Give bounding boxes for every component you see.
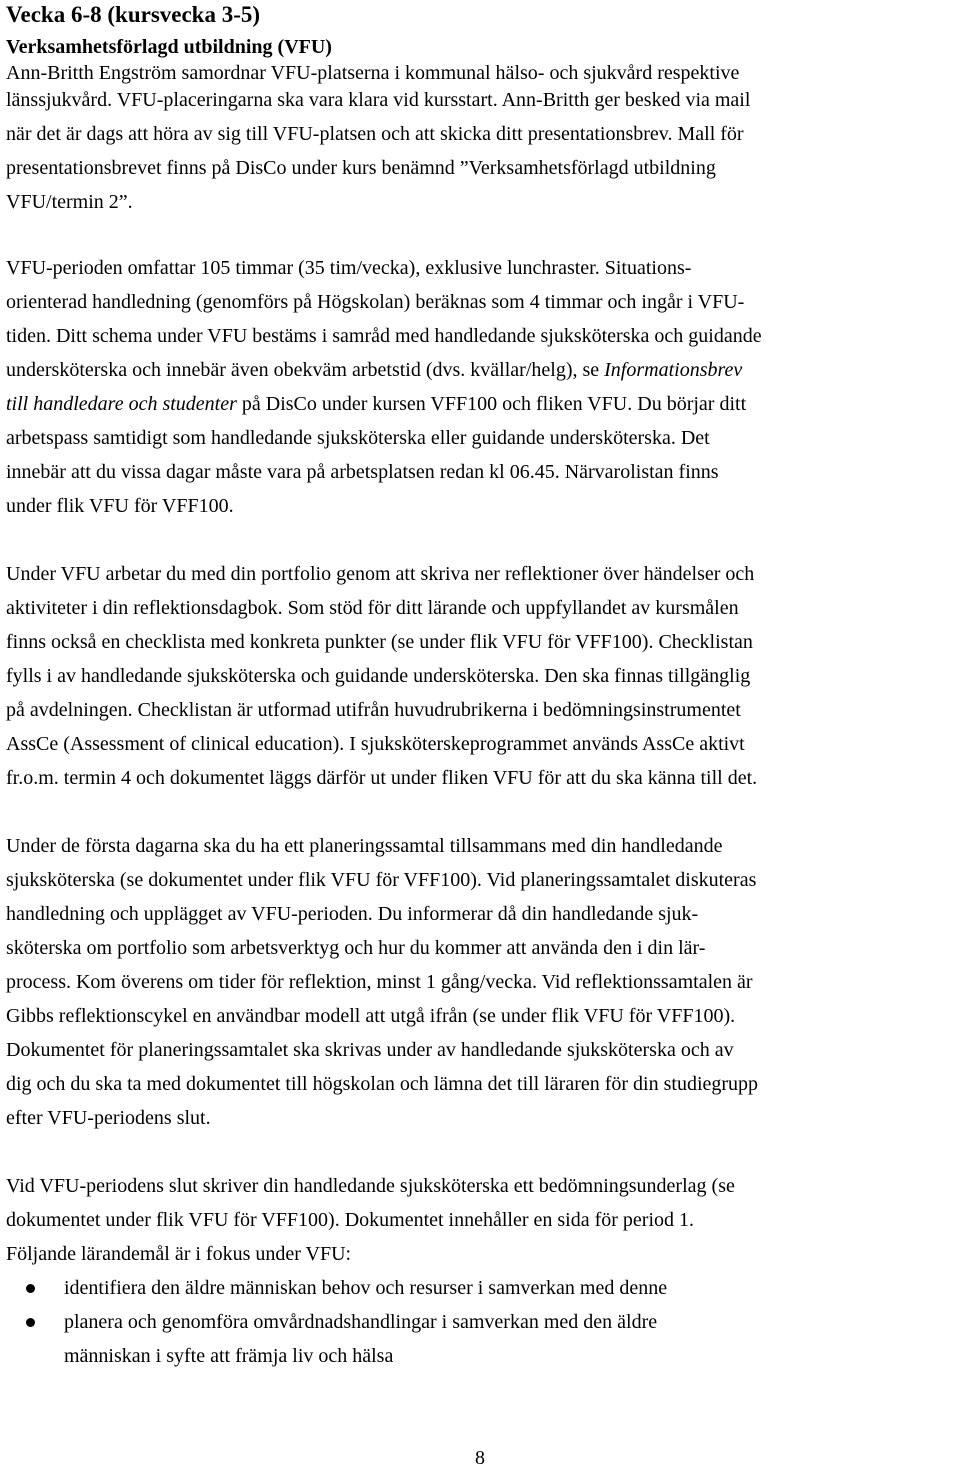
paragraph-portfolio	[6, 557, 954, 795]
list-item	[6, 1271, 954, 1305]
text-line: AssCe (Assessment of clinical education). I sjuksköterskeprogrammet används AssCe aktivt	[6, 733, 745, 755]
text-line: Under VFU arbetar du med din portfolio genom att skriva ner reflektioner över händelser och	[6, 563, 755, 585]
text-line: sköterska om portfolio som arbetsverktyg och hur du kommer att använda den i din lär-	[6, 937, 706, 959]
learning-goals-list	[6, 1271, 954, 1373]
document-title-reference: till handledare och studenter	[6, 393, 237, 415]
bullet-icon	[26, 1284, 35, 1293]
text-line: arbetspass samtidigt som handledande sjuksköterska eller guidande undersköterska. Det	[6, 427, 710, 449]
text-line: länssjukvård. VFU-placeringarna ska vara klara vid kursstart. Ann-Britth ger besked via mail	[6, 89, 751, 111]
text-line: fylls i av handledande sjuksköterska och guidande undersköterska. Den ska finnas tillgänglig	[6, 665, 751, 687]
section-subheading: Verksamhetsförlagd utbildning (VFU)	[6, 36, 332, 58]
text-line: Under de första dagarna ska du ha ett planeringssamtal tillsammans med din handledande	[6, 835, 723, 857]
list-item	[6, 1305, 954, 1373]
text-line: aktiviteter i din reflektionsdagbok. Som stöd för ditt lärande och uppfyllandet av kursmålen	[6, 597, 739, 619]
text-line: Dokumentet för planeringssamtalet ska skrivas under av handledande sjuksköterska och av	[6, 1039, 734, 1061]
text-line: fr.o.m. termin 4 och dokumentet läggs därför ut under fliken VFU för att du ska känna till det.	[6, 767, 758, 789]
text-line: VFU-perioden omfattar 105 timmar (35 tim/vecka), exklusive lunchraster. Situations-	[6, 257, 692, 279]
text-line: dig och du ska ta med dokumentet till högskolan och lämna det till läraren för din studiegrupp	[6, 1073, 759, 1095]
text-line: handledning och upplägget av VFU-perioden. Du informerar då din handledande sjuk-	[6, 903, 699, 925]
text-line: Vid VFU-periodens slut skriver din handledande sjuksköterska ett bedömningsunderlag (se	[6, 1175, 735, 1197]
text-line: människan i syfte att främja liv och hälsa	[64, 1345, 394, 1367]
text-line: planera och genomföra omvårdnadshandlingar i samverkan med den äldre	[64, 1311, 658, 1333]
text-line: Ann-Britth Engström samordnar VFU-platserna i kommunal hälso- och sjukvård respektive	[6, 62, 740, 84]
text-line: innebär att du vissa dagar måste vara på arbetsplatsen redan kl 06.45. Närvarolistan finns	[6, 461, 719, 483]
text-line: identifiera den äldre människan behov och resurser i samverkan med denne	[64, 1277, 668, 1299]
paragraph-assessment	[6, 1169, 954, 1271]
text-line: efter VFU-periodens slut.	[6, 1107, 211, 1129]
text-line: på avdelningen. Checklistan är utformad utifrån huvudrubrikerna i bedömningsinstrumentet	[6, 699, 741, 721]
text-line: finns också en checklista med konkreta punkter (se under flik VFU för VFF100). Checklistan	[6, 631, 753, 653]
paragraph-presentation-letter	[6, 117, 954, 219]
paragraph-vfu-period	[6, 251, 954, 523]
text-line: tiden. Ditt schema under VFU bestäms i samråd med handledande sjuksköterska och guidande	[6, 325, 762, 347]
text-line: Följande lärandemål är i fokus under VFU:	[6, 1243, 352, 1265]
text-line: presentationsbrevet finns på DisCo under kurs benämnd ”Verksamhetsförlagd utbildning	[6, 157, 716, 179]
text-line: när det är dags att höra av sig till VFU-platsen och att skicka ditt presentationsbrev. Mall för	[6, 123, 744, 145]
text-line: process. Kom överens om tider för reflektion, minst 1 gång/vecka. Vid reflektionssamtalen är	[6, 971, 753, 993]
text-line: sjuksköterska (se dokumentet under flik VFU för VFF100). Vid planeringssamtalet diskuteras	[6, 869, 757, 891]
paragraph-planning-talk	[6, 829, 954, 1135]
bullet-icon	[26, 1318, 35, 1327]
text-line: Gibbs reflektionscykel en användbar modell att utgå ifrån (se under flik VFU för VFF100).	[6, 1005, 736, 1027]
document-title-reference: Informationsbrev	[604, 359, 743, 381]
page-number: 8	[475, 1447, 485, 1469]
text-line: VFU/termin 2”.	[6, 191, 133, 213]
text-line: undersköterska och innebär även obekväm arbetstid (dvs. kvällar/helg), se Informationsbrev	[6, 359, 743, 381]
section-heading: Vecka 6-8 (kursvecka 3-5)	[6, 2, 261, 27]
text-line: under flik VFU för VFF100.	[6, 495, 234, 517]
page-content	[6, 0, 954, 1373]
intro-paragraph	[6, 60, 954, 114]
text-line: till handledare och studenter på DisCo under kursen VFF100 och fliken VFU. Du börjar ditt	[6, 393, 747, 415]
text-line: dokumentet under flik VFU för VFF100). Dokumentet innehåller en sida för period 1.	[6, 1209, 695, 1231]
text-line: orienterad handledning (genomförs på Högskolan) beräknas som 4 timmar och ingår i VFU-	[6, 291, 745, 313]
